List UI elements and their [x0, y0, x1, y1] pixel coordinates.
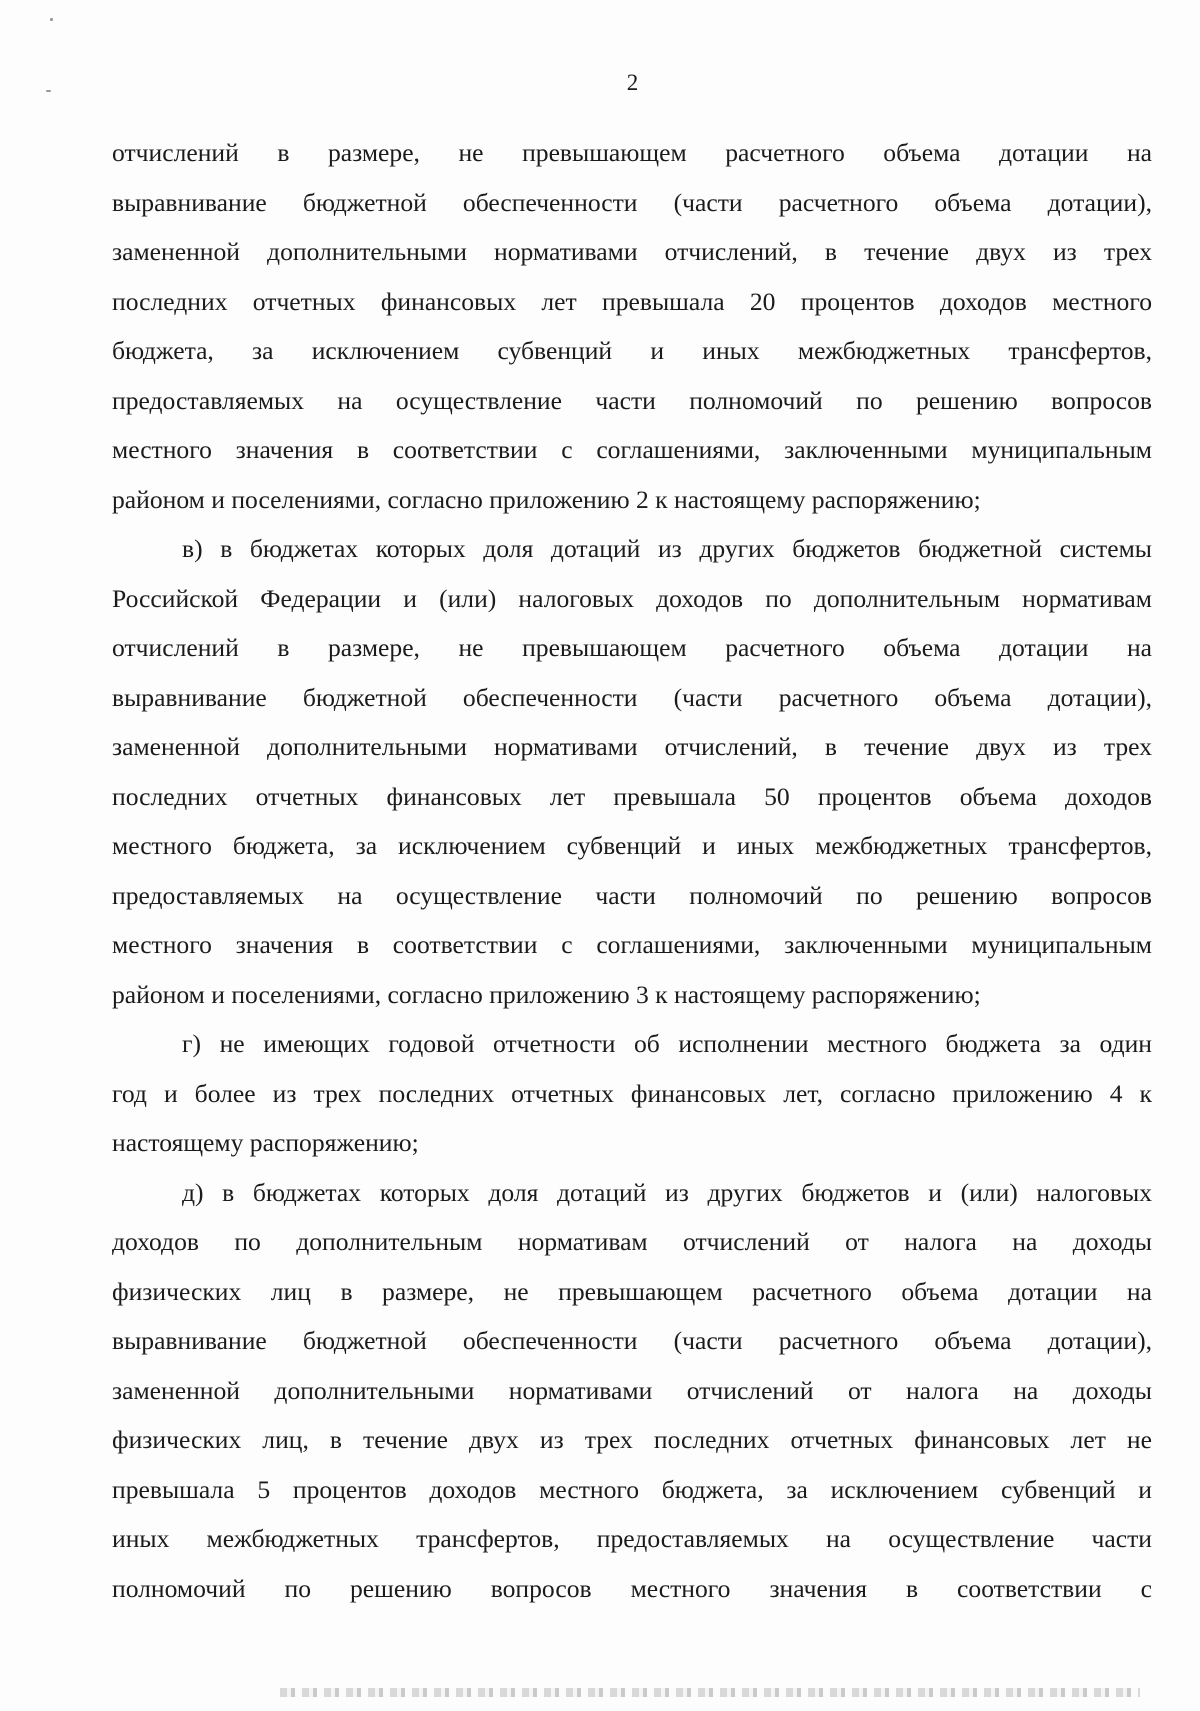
text-line: выравнивание бюджетной обеспеченности (части расчетного объема дотации), [112, 682, 1152, 712]
text-line: предоставляемых на осуществление части полномочий по решению вопросов [112, 880, 1152, 910]
document-body [112, 128, 1152, 1613]
text-line: выравнивание бюджетной обеспеченности (части расчетного объема дотации), [112, 1326, 1152, 1355]
text-line: последних отчетных финансовых лет превышала 50 процентов объема доходов [112, 781, 1152, 811]
text-line: замененной дополнительными нормативами отчислений от налога на доходы [112, 1375, 1152, 1405]
text-line: физических лиц, в течение двух из трех последних отчетных финансовых лет не [112, 1425, 1152, 1454]
text-line: замененной дополнительными нормативами отчислений, в течение двух из трех [112, 732, 1152, 761]
text-line: местного бюджета, за исключением субвенций и иных межбюджетных трансфертов, [112, 831, 1152, 860]
text-line: Российской Федерации и (или) налоговых доходов по дополнительным нормативам [112, 583, 1152, 613]
text-line: выравнивание бюджетной обеспеченности (части расчетного объема дотации), [112, 187, 1152, 217]
text-line: замененной дополнительными нормативами отчислений, в течение двух из трех [112, 237, 1152, 266]
text-line: превышала 5 процентов доходов местного бюджета, за исключением субвенций и [112, 1474, 1152, 1504]
text-line: местного значения в соответствии с соглашениями, заключенными муниципальным [112, 930, 1152, 959]
text-line: г) не имеющих годовой отчетности об исполнении местного бюджета за один [182, 1029, 1152, 1058]
text-line: настоящему распоряжению; [112, 1128, 419, 1157]
text-line: местного значения в соответствии с соглашениями, заключенными муниципальным [112, 435, 1152, 464]
text-line: предоставляемых на осуществление части полномочий по решению вопросов [112, 385, 1152, 415]
text-line: бюджета, за исключением субвенций и иных межбюджетных трансфертов, [112, 336, 1152, 365]
text-line: отчислений в размере, не превышающем расчетного объема дотации на [112, 138, 1152, 167]
text-line: год и более из трех последних отчетных финансовых лет, согласно приложению 4 к [112, 1078, 1152, 1108]
text-line: последних отчетных финансовых лет превышала 20 процентов доходов местного [112, 286, 1152, 316]
text-line: доходов по дополнительным нормативам отчислений от налога на доходы [112, 1227, 1152, 1256]
text-line: в) в бюджетах которых доля дотаций из других бюджетов бюджетной системы [182, 534, 1152, 563]
text-line: отчислений в размере, не превышающем расчетного объема дотации на [112, 633, 1152, 662]
text-line: физических лиц в размере, не превышающем расчетного объема дотации на [112, 1276, 1152, 1306]
page-number: 2 [626, 70, 639, 95]
scan-speck [50, 18, 53, 21]
scan-edge-artifact [280, 1688, 1140, 1697]
text-line: районом и поселениями, согласно приложению 3 к настоящему распоряжению; [112, 979, 981, 1009]
text-line: иных межбюджетных трансфертов, предоставляемых на осуществление части [112, 1524, 1152, 1553]
text-line: районом и поселениями, согласно приложению 2 к настоящему распоряжению; [112, 484, 981, 514]
text-line: д) в бюджетах которых доля дотаций из других бюджетов и (или) налоговых [182, 1177, 1152, 1207]
text-line: полномочий по решению вопросов местного значения в соответствии с [112, 1573, 1152, 1603]
